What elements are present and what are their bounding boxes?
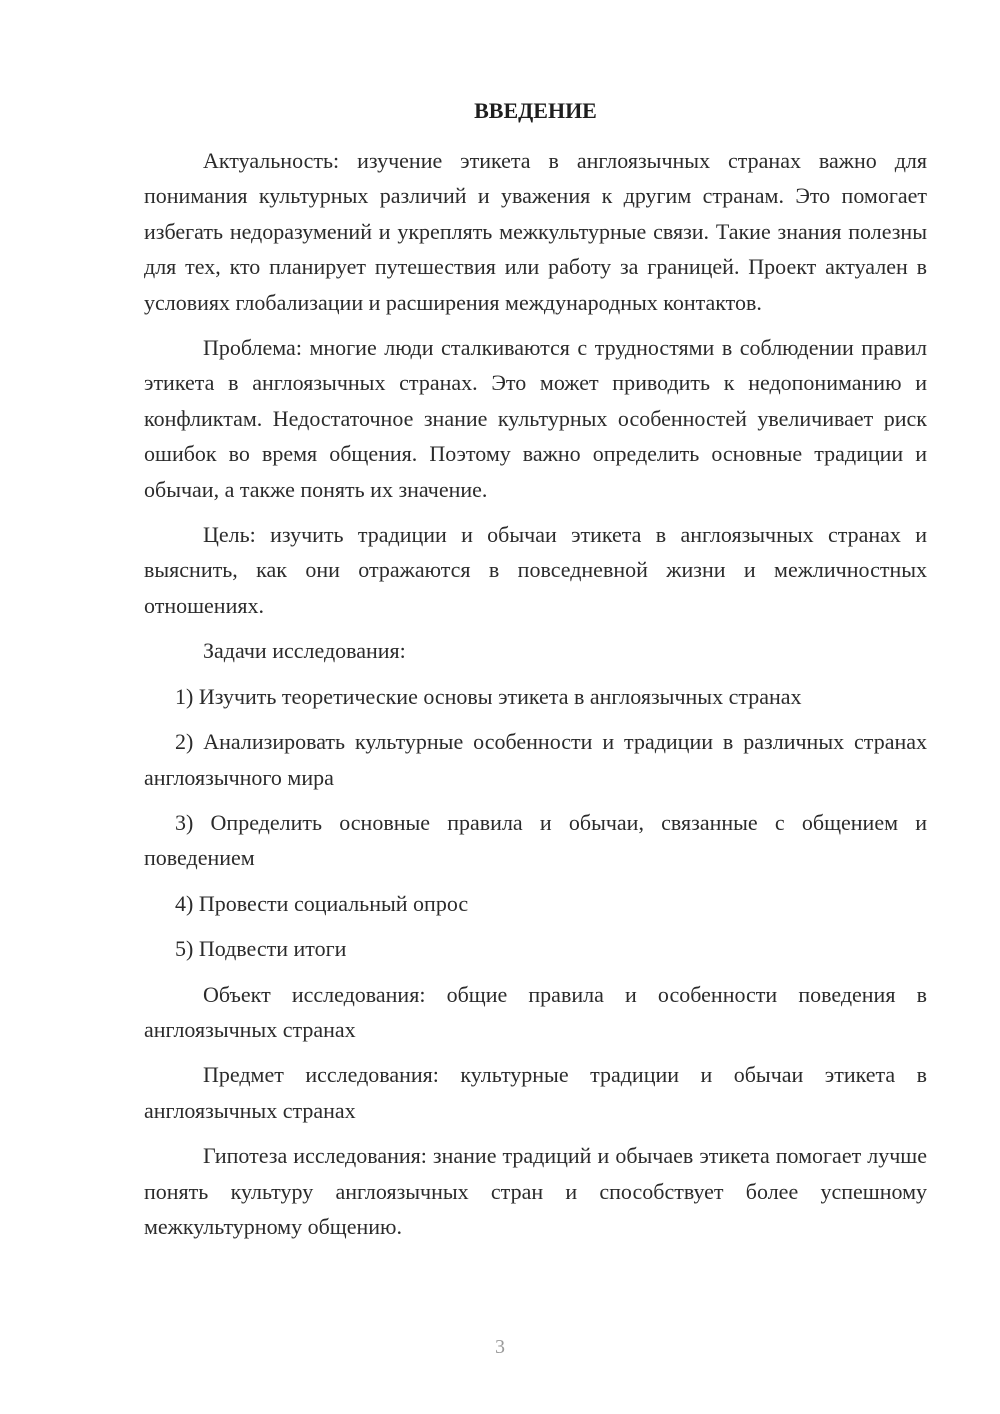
page-title: ВВЕДЕНИЕ [474, 98, 597, 123]
task-item-4: 4) Провести социальный опрос [175, 890, 469, 916]
page-number: 3 [495, 1336, 505, 1358]
page-content [144, 95, 927, 1254]
paragraph-hypothesis: Гипотеза исследования: знание традиций и обычаев этикета помогает лучше понять культуру англоязычных стран и способствует более успешному межкультурному общению. [144, 1143, 927, 1239]
task-item-1: 1) Изучить теоретические основы этикета в англоязычных странах [175, 683, 802, 709]
paragraph-goal: Цель: изучить традиции и обычаи этикета в англоязычных странах и выяснить, как они отражаются в повседневной жизни и межличностных отношениях. [144, 522, 927, 618]
paragraph-problem: Проблема: многие люди сталкиваются с трудностями в соблюдении правил этикета в англоязычных странах. Это может приводить к недопониманию и конфликтам. Недостаточное знание культурных особенностей увеличивает риск ошибок во время общения. Поэтому важно определить основные традиции и обычаи, а также понять их значение. [144, 335, 927, 502]
paragraph-tasks-heading: Задачи исследования: [203, 638, 406, 664]
task-item-2: 2) Анализировать культурные особенности и традиции в различных странах англоязычного мира [144, 729, 927, 790]
task-item-3: 3) Определить основные правила и обычаи, связанные с общением и поведением [144, 809, 927, 871]
task-item-5: 5) Подвести итоги [175, 936, 347, 962]
paragraph-research-object: Объект исследования: общие правила и особенности поведения в англоязычных странах [144, 981, 927, 1042]
paragraph-relevance: Актуальность: изучение этикета в англоязычных странах важно для понимания культурных различий и уважения к другим странам. Это помогает избегать недоразумений и укреплять межкультурные связи. Такие знания полезны для тех, кто планирует путешествия или работу за границей. Проект актуален в условиях глобализации и расширения международных контактов. [144, 148, 927, 315]
paragraph-research-subject: Предмет исследования: культурные традиции и обычаи этикета в англоязычных странах [144, 1062, 927, 1123]
